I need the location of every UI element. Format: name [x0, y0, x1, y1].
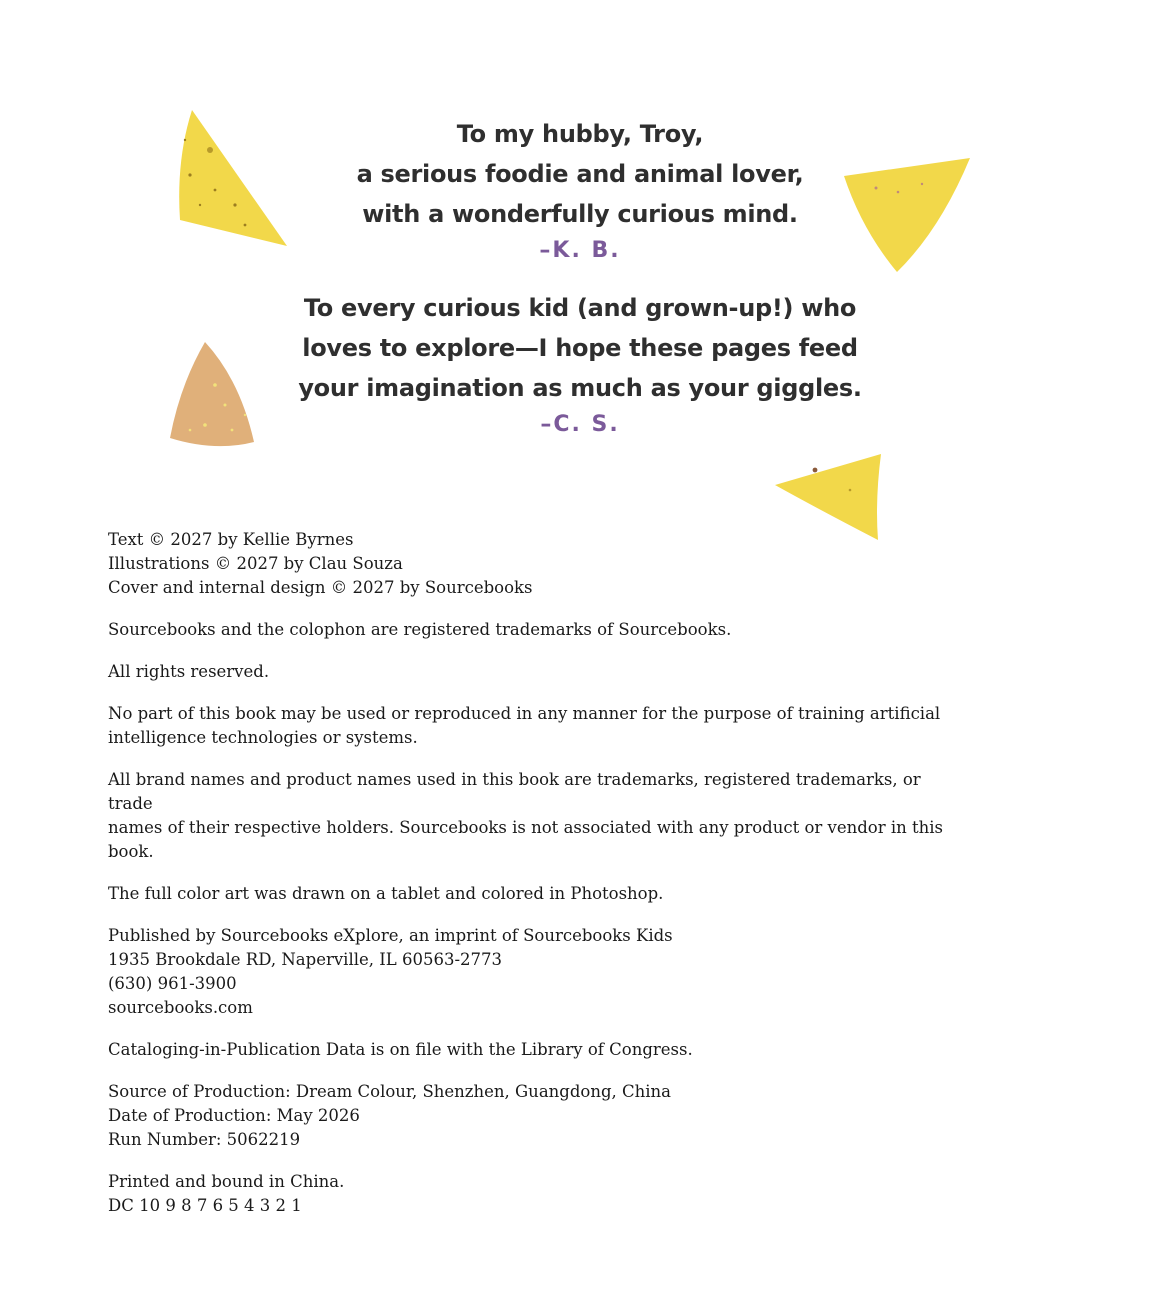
dedication-line: with a wonderfully curious mind. — [362, 200, 798, 228]
production-line: Run Number: 5062219 — [108, 1130, 301, 1149]
notice-line: book. — [108, 842, 154, 861]
credit-line: Text © 2027 by Kellie Byrnes — [108, 530, 354, 549]
production-line: Source of Production: Dream Colour, Shenzhen, Guangdong, China — [108, 1082, 672, 1101]
author-signature: –K. B. — [539, 238, 621, 263]
printing-info — [108, 1170, 948, 1218]
credit-line: Cover and internal design © 2027 by Sourcebooks — [108, 578, 533, 597]
dedication-line: your imagination as much as your giggles. — [298, 374, 862, 402]
dedication-line: loves to explore—I hope these pages feed — [302, 334, 858, 362]
publisher-address: 1935 Brookdale RD, Naperville, IL 60563-2773 — [108, 950, 503, 969]
printing-line: Printed and bound in China. — [108, 1172, 345, 1191]
illustrator-signature: –C. S. — [540, 412, 620, 437]
brand-notice — [108, 768, 948, 864]
publisher-website: sourcebooks.com — [108, 998, 253, 1017]
publisher-phone: (630) 961-3900 — [108, 974, 237, 993]
trademark-notice: Sourcebooks and the colophon are registered trademarks of Sourcebooks. — [108, 620, 732, 639]
credit-line: Illustrations © 2027 by Clau Souza — [108, 554, 403, 573]
notice-line: No part of this book may be used or reproduced in any manner for the purpose of training artificial — [108, 704, 941, 723]
publisher-info — [108, 924, 948, 1020]
dedication-line: To every curious kid (and grown-up!) who — [303, 294, 857, 322]
cip-notice: Cataloging-in-Publication Data is on file with the Library of Congress. — [108, 1040, 693, 1059]
credits — [108, 528, 948, 600]
production-line: Date of Production: May 2026 — [108, 1106, 360, 1125]
rights-notice: All rights reserved. — [108, 662, 270, 681]
notice-line: names of their respective holders. Sourcebooks is not associated with any product or vendor in this — [108, 818, 944, 837]
ai-training-notice — [108, 702, 948, 750]
dedication — [250, 114, 910, 442]
publisher-line: Published by Sourcebooks eXplore, an imprint of Sourcebooks Kids — [108, 926, 673, 945]
notice-line: intelligence technologies or systems. — [108, 728, 418, 747]
printer-key: DC 10 9 8 7 6 5 4 3 2 1 — [108, 1196, 302, 1215]
copyright-notice — [108, 528, 948, 1236]
art-note: The full color art was drawn on a tablet and colored in Photoshop. — [108, 884, 664, 903]
peach-wedge-left — [170, 342, 254, 446]
dedication-block-illustrator — [250, 288, 910, 442]
dedication-line: To my hubby, Troy, — [456, 120, 704, 148]
production-info — [108, 1080, 948, 1152]
dedication-line: a serious foodie and animal lover, — [356, 160, 804, 188]
notice-line: All brand names and product names used in this book are trademarks, registered trademarks, or trade — [108, 770, 921, 813]
dedication-block-author — [250, 114, 910, 268]
